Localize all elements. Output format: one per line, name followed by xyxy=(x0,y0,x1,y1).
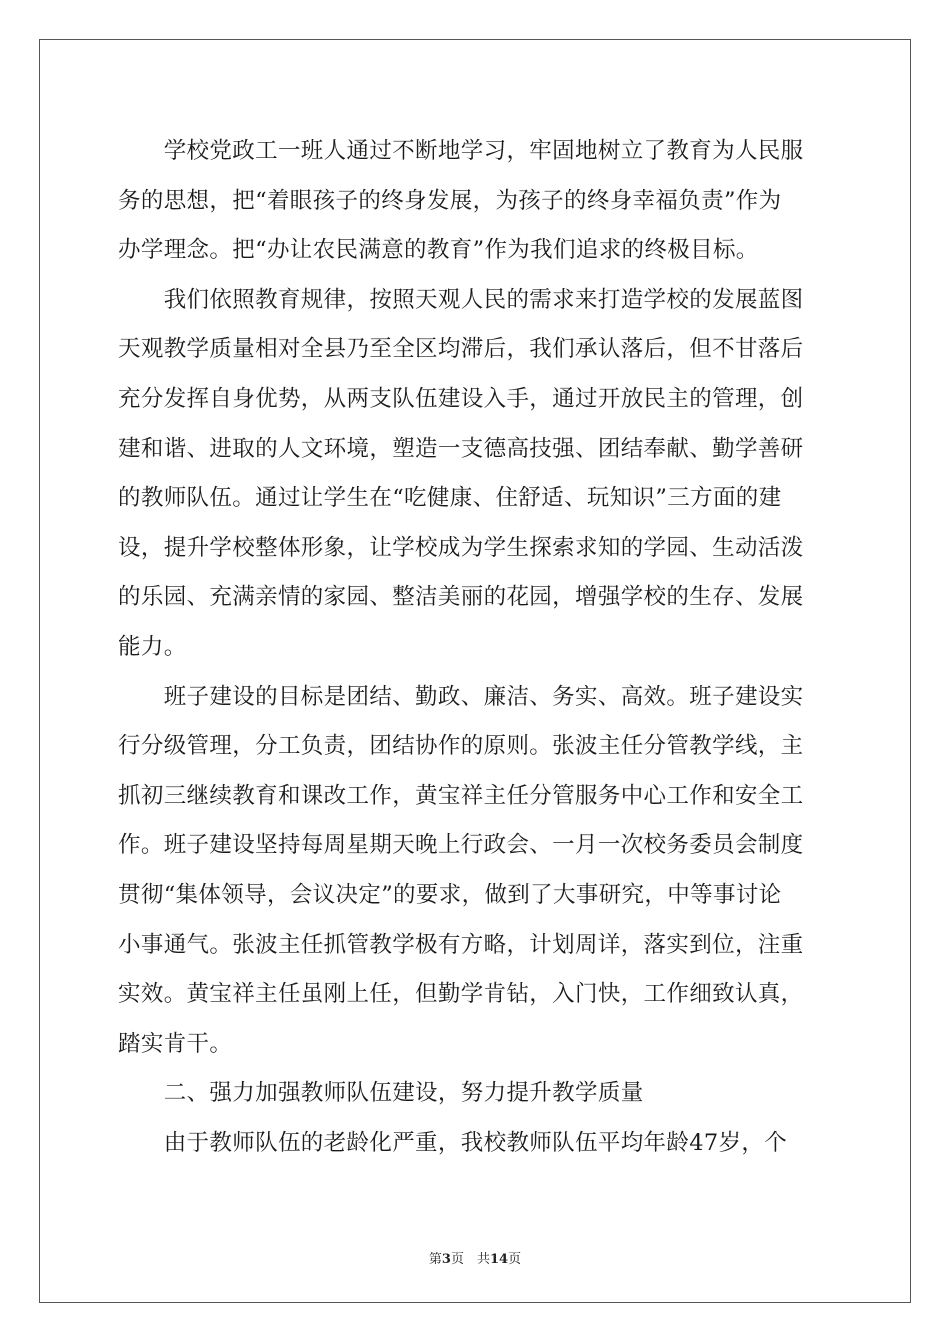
text-line: 天观教学质量相对全县乃至全区均滞后，我们承认落后，但不甘落后 xyxy=(118,336,804,363)
text-line: 班子建设的目标是团结、勤政、廉洁、务实、高效。班子建设实 xyxy=(118,683,804,710)
page-footer xyxy=(0,1248,950,1267)
text-line: 办学理念。把“办让农民满意的教育”作为我们追求的终极目标。 xyxy=(118,237,759,264)
page-suffix: 页 共 xyxy=(450,1252,490,1267)
text-line: 建和谐、进取的人文环境，塑造一支德高技强、团结奉献、勤学善研 xyxy=(118,435,804,462)
total-suffix: 页 xyxy=(508,1252,522,1267)
text-line: 学校党政工一班人通过不断地学习，牢固地树立了教育为人民服 xyxy=(118,138,804,164)
text-line: 踏实肯干。 xyxy=(118,1030,233,1057)
text-line: 的乐园、充满亲情的家园、整洁美丽的花园，增强学校的生存、发展 xyxy=(118,584,804,611)
page-prefix: 第 xyxy=(428,1252,442,1267)
text-line: 行分级管理，分工负责，团结协作的原则。张波主任分管教学线，主 xyxy=(118,733,804,760)
page-number: 3 xyxy=(441,1252,451,1267)
total-pages: 14 xyxy=(489,1252,509,1267)
text-line: 我们依照教育规律，按照天观人民的需求来打造学校的发展蓝图 xyxy=(118,286,804,313)
text-line: 能力。 xyxy=(118,633,187,660)
document-body xyxy=(118,127,832,1168)
text-line: 的教师队伍。通过让学生在“吃健康、住舒适、玩知识”三方面的建 xyxy=(118,485,782,512)
text-line: 充分发挥自身优势，从两支队伍建设入手，通过开放民主的管理，创 xyxy=(118,385,804,412)
text-line: 作。班子建设坚持每周星期天晚上行政会、一月一次校务委员会制度 xyxy=(118,832,804,859)
text-line: 实效。黄宝祥主任虽刚上任，但勤学肯钻，入门快，工作细致认真， xyxy=(118,981,804,1008)
text-line: 小事通气。张波主任抓管教学极有方略，计划周详，落实到位，注重 xyxy=(118,931,804,958)
text-line: 设，提升学校整体形象，让学校成为学生探索求知的学园、生动活泼 xyxy=(118,534,804,561)
text-line: 抓初三继续教育和课改工作，黄宝祥主任分管服务中心工作和安全工 xyxy=(118,782,804,809)
section-heading: 二、强力加强教师队伍建设，努力提升教学质量 xyxy=(118,1080,644,1107)
text-line: 贯彻“集体领导，会议决定”的要求，做到了大事研究，中等事讨论 xyxy=(118,881,782,908)
text-line: 务的思想，把“着眼孩子的终身发展，为孩子的终身幸福负责”作为 xyxy=(118,187,782,214)
text-line: 由于教师队伍的老龄化严重，我校教师队伍平均年龄47岁，个 xyxy=(118,1129,788,1156)
